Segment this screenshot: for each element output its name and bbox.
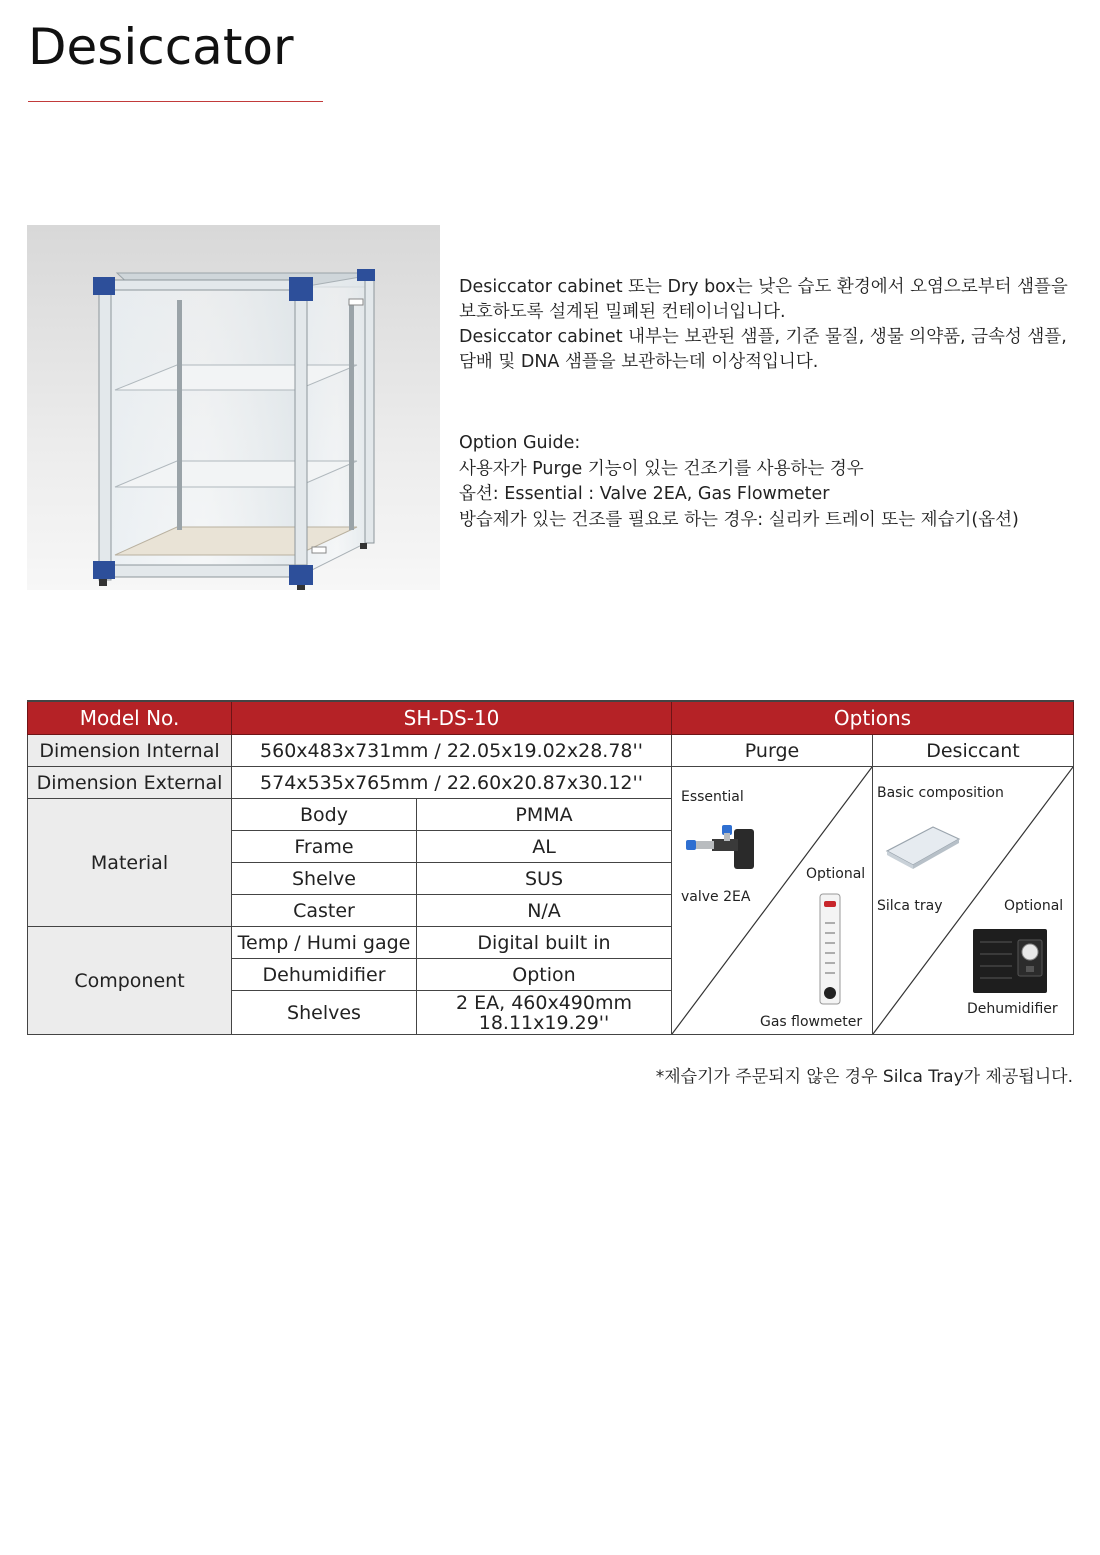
desiccant-subheader: Desiccant — [873, 735, 1074, 767]
option-guide-line: Option Guide: — [459, 433, 581, 453]
title-underline — [28, 101, 323, 102]
model-no-header: Model No. — [28, 701, 232, 735]
description-line: 담배 및 DNA 샘플을 보관하는데 이상적입니다. — [459, 352, 819, 372]
shelves-value-line2: 18.11x19.29'' — [478, 1011, 610, 1034]
material-name: Caster — [232, 895, 417, 927]
description-line: 보호하도록 설계된 밀폐된 컨테이너입니다. — [459, 302, 786, 322]
component-name: Temp / Humi gage — [232, 927, 417, 959]
silica-tray-icon — [883, 823, 961, 873]
material-label: Material — [28, 799, 232, 927]
dim-external-value: 574x535x765mm / 22.60x20.87x30.12'' — [232, 767, 672, 799]
table-row — [28, 767, 1074, 799]
valve-caption: valve 2EA — [681, 889, 751, 905]
component-name: Dehumidifier — [232, 959, 417, 991]
footnote: *제습기가 주문되지 않은 경우 Silca Tray가 제공됩니다. — [655, 1067, 1073, 1087]
valve-icon — [682, 823, 762, 875]
purge-options-panel — [672, 767, 873, 1035]
component-value — [417, 991, 672, 1035]
options-header: Options — [672, 701, 1074, 735]
dim-internal-value: 560x483x731mm / 22.05x19.02x28.78'' — [232, 735, 672, 767]
material-name: Shelve — [232, 863, 417, 895]
option-guide — [459, 431, 1079, 533]
dim-external-label: Dimension External — [28, 767, 232, 799]
material-name: Body — [232, 799, 417, 831]
product-description — [459, 275, 1079, 375]
shelves-value-line1: 2 EA, 460x490mm — [455, 991, 632, 1014]
material-name: Frame — [232, 831, 417, 863]
flowmeter-caption: Gas flowmeter — [760, 1014, 863, 1030]
desiccant-optional-caption: Optional — [1004, 898, 1064, 914]
material-value: SUS — [417, 863, 672, 895]
component-label: Component — [28, 927, 232, 1035]
description-line: Desiccator cabinet 내부는 보관된 샘플, 기준 물질, 생물 의약품, 금속성 샘플, — [459, 327, 1067, 347]
flowmeter-icon — [819, 893, 841, 1005]
essential-caption: Essential — [681, 789, 744, 805]
dehumidifier-icon — [972, 928, 1048, 994]
dehumidifier-caption: Dehumidifier — [967, 1001, 1058, 1017]
dim-internal-label: Dimension Internal — [28, 735, 232, 767]
desiccant-options-panel — [873, 767, 1074, 1035]
purge-subheader: Purge — [672, 735, 873, 767]
page-title: Desiccator — [28, 18, 294, 76]
component-value: Option — [417, 959, 672, 991]
component-value: Digital built in — [417, 927, 672, 959]
silica-tray-caption: Silca tray — [877, 898, 943, 914]
model-value-header: SH-DS-10 — [232, 701, 672, 735]
material-value: PMMA — [417, 799, 672, 831]
material-value: N/A — [417, 895, 672, 927]
spec-table — [27, 700, 1074, 1035]
table-header-row — [28, 701, 1074, 735]
material-value: AL — [417, 831, 672, 863]
description-line: Desiccator cabinet 또는 Dry box는 낮은 습도 환경에서 오염으로부터 샘플을 — [459, 277, 1068, 297]
product-photo — [27, 225, 440, 590]
component-name: Shelves — [232, 991, 417, 1035]
table-row — [28, 735, 1074, 767]
option-guide-line: 방습제가 있는 건조를 필요로 하는 경우: 실리카 트레이 또는 제습기(옵션) — [459, 509, 1019, 530]
basic-composition-caption: Basic composition — [877, 785, 1004, 801]
option-guide-line: 사용자가 Purge 기능이 있는 건조기를 사용하는 경우 — [459, 458, 864, 479]
purge-optional-caption: Optional — [806, 866, 866, 882]
option-guide-line: 옵션: Essential : Valve 2EA, Gas Flowmeter — [459, 484, 830, 504]
